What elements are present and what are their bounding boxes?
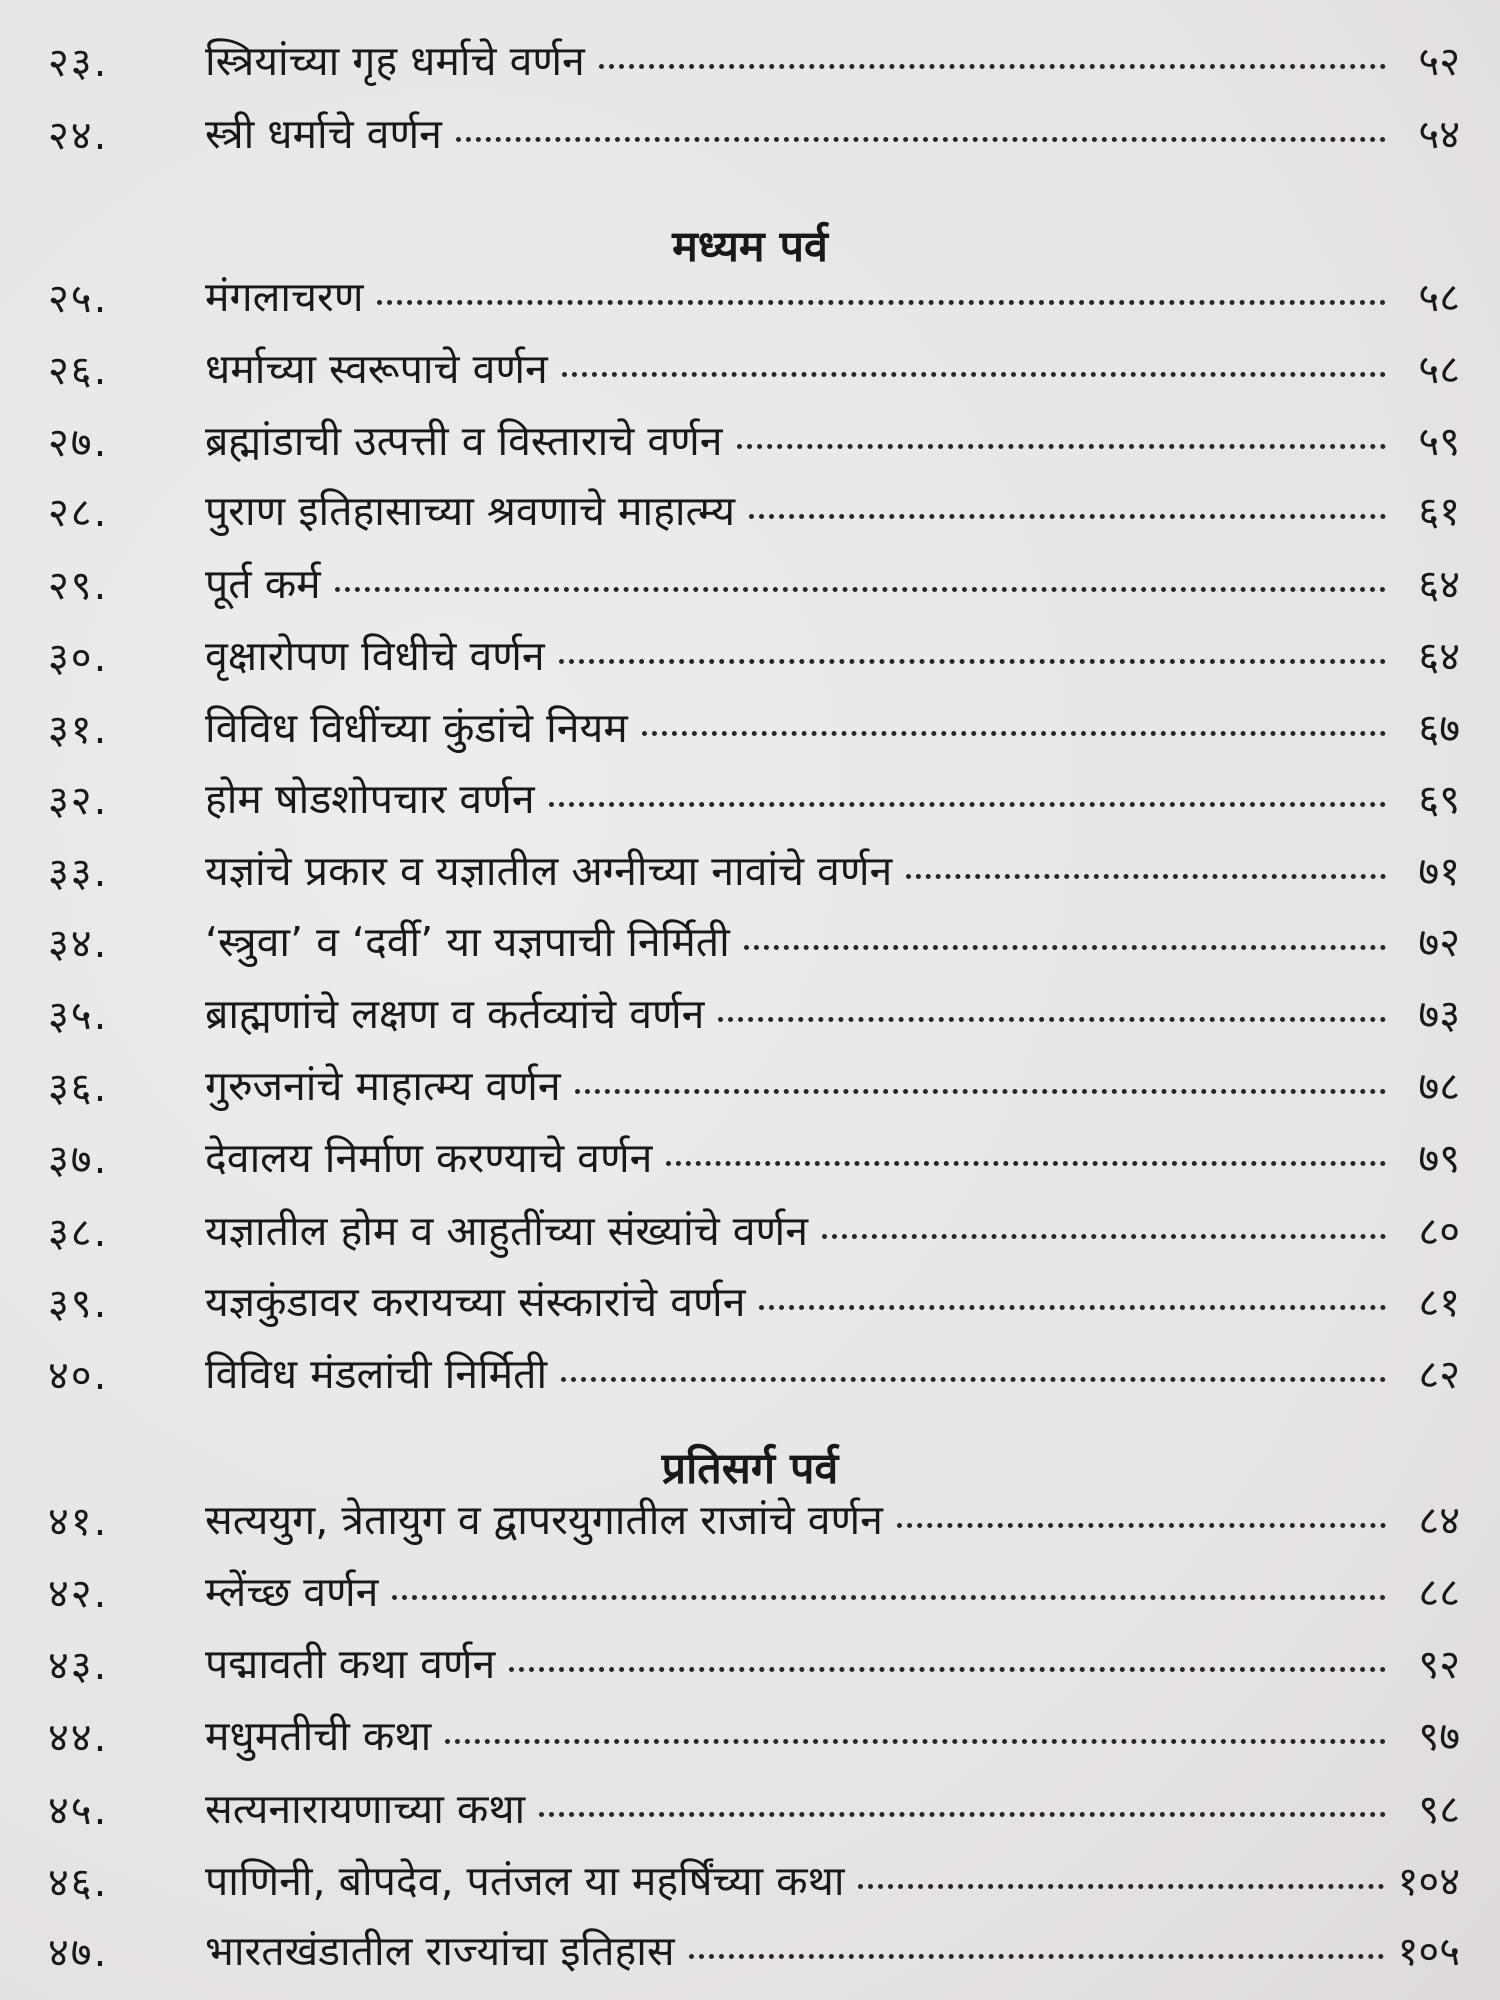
chapter-number: २३. <box>48 39 109 86</box>
chapter-title: यज्ञातील होम व आहुतींच्या संख्यांचे वर्णन <box>205 1207 808 1255</box>
chapter-title: भारतखंडातील राज्यांचा इतिहास <box>205 1927 675 1975</box>
toc-entry <box>0 408 1500 472</box>
entry-line <box>205 770 1460 826</box>
page-number: ९८ <box>1418 1787 1460 1833</box>
toc-entry <box>0 1053 1500 1117</box>
entry-line <box>205 1563 1460 1619</box>
dot-leader <box>539 1812 1386 1817</box>
chapter-number: २५. <box>48 275 109 322</box>
entry-line <box>205 1852 1460 1908</box>
toc-entry <box>0 1918 1500 1982</box>
entry-line <box>205 1780 1460 1836</box>
chapter-title: म्लेंच्छ वर्णन <box>205 1568 379 1616</box>
chapter-number: ३२. <box>48 777 109 824</box>
entry-line <box>205 1057 1460 1113</box>
dot-leader <box>666 1161 1386 1166</box>
toc-entry <box>0 1125 1500 1189</box>
dot-leader <box>509 1667 1386 1672</box>
page-number: ६४ <box>1418 634 1460 680</box>
dot-leader <box>456 137 1386 142</box>
entry-line <box>205 1635 1460 1691</box>
chapter-number: २६. <box>48 347 109 394</box>
toc-entry <box>0 1703 1500 1767</box>
page-number: ६७ <box>1418 706 1460 752</box>
chapter-number: ४१. <box>48 1498 109 1545</box>
toc-entry <box>0 1487 1500 1551</box>
chapter-number: २९. <box>48 562 109 609</box>
toc-entry <box>0 101 1500 165</box>
chapter-title: स्त्रियांच्या गृह धर्माचे वर्णन <box>205 37 585 85</box>
page-number: ५८ <box>1418 275 1460 321</box>
chapter-title: पाणिनी, बोपदेव, पतंजल या महर्षिंच्या कथा <box>205 1857 845 1905</box>
chapter-number: ३५. <box>48 992 109 1039</box>
toc-entry <box>0 838 1500 902</box>
dot-leader <box>575 1089 1386 1094</box>
section-heading: मध्यम पर्व <box>672 222 828 272</box>
entry-line <box>205 985 1460 1041</box>
toc-entry <box>0 336 1500 400</box>
chapter-title: मंगलाचरण <box>205 273 364 321</box>
dot-leader <box>559 659 1386 664</box>
dot-leader <box>718 1017 1386 1022</box>
page-number: ६१ <box>1418 489 1460 535</box>
chapter-number: ४२. <box>48 1570 109 1617</box>
section-heading: प्रतिसर्ग पर्व <box>661 1444 839 1494</box>
toc-entry <box>0 1776 1500 1840</box>
toc-entry <box>0 1848 1500 1912</box>
page-number: ७८ <box>1418 1064 1460 1110</box>
toc-entry <box>0 981 1500 1045</box>
dot-leader <box>561 1377 1386 1382</box>
dot-leader <box>737 444 1386 449</box>
page-number: ५४ <box>1418 112 1460 158</box>
dot-leader <box>392 1595 1386 1600</box>
entry-line <box>205 105 1460 161</box>
dot-leader <box>689 1954 1384 1959</box>
toc-entry <box>0 1631 1500 1695</box>
chapter-title: स्त्री धर्माचे वर्णन <box>205 110 442 158</box>
page-number: ५९ <box>1418 419 1460 465</box>
chapter-number: २४. <box>48 112 109 159</box>
dot-leader <box>377 300 1386 305</box>
chapter-title: पद्मावती कथा वर्णन <box>205 1640 496 1688</box>
entry-line <box>205 412 1460 468</box>
page-number: ८२ <box>1418 1352 1460 1398</box>
chapter-number: ३९. <box>48 1280 109 1327</box>
chapter-title: यज्ञांचे प्रकार व यज्ञातील अग्नीच्या नावांचे वर्णन <box>205 847 893 895</box>
chapter-number: ३०. <box>48 634 109 681</box>
dot-leader <box>445 1739 1386 1744</box>
chapter-title: विविध मंडलांची निर्मिती <box>205 1350 548 1398</box>
entry-line <box>205 1922 1460 1978</box>
chapter-number: ४०. <box>48 1352 109 1399</box>
chapter-number: २८. <box>48 489 109 536</box>
dot-leader <box>897 1523 1386 1528</box>
dot-leader <box>822 1234 1386 1239</box>
page-number: ८० <box>1418 1209 1460 1255</box>
dot-leader <box>335 587 1386 592</box>
dot-leader <box>759 1305 1386 1310</box>
chapter-title: विविध विधींच्या कुंडांचे नियम <box>205 704 628 752</box>
entry-line <box>205 627 1460 683</box>
chapter-title: होम षोडशोपचार वर्णन <box>205 775 535 823</box>
chapter-number: ४६. <box>48 1859 109 1906</box>
entry-line <box>205 1491 1460 1547</box>
chapter-number: ३८. <box>48 1209 109 1256</box>
entry-line <box>205 842 1460 898</box>
entry-line <box>205 913 1460 969</box>
entry-line <box>205 1129 1460 1185</box>
chapter-title: सत्यनारायणाच्या कथा <box>205 1785 526 1833</box>
chapter-number: ४५. <box>48 1787 109 1834</box>
entry-line <box>205 699 1460 755</box>
chapter-number: ३६. <box>48 1064 109 1111</box>
toc-entry <box>0 1198 1500 1262</box>
chapter-title: यज्ञकुंडावर करायच्या संस्कारांचे वर्णन <box>205 1278 746 1326</box>
entry-line <box>205 340 1460 396</box>
chapter-title: ब्राह्मणांचे लक्षण व कर्तव्यांचे वर्णन <box>205 990 705 1038</box>
toc-entry <box>0 695 1500 759</box>
chapter-number: ३४. <box>48 920 109 967</box>
dot-leader <box>749 514 1386 519</box>
chapter-number: ४७. <box>48 1929 109 1976</box>
toc-entry <box>0 1269 1500 1333</box>
dot-leader <box>549 802 1386 807</box>
entry-line <box>205 268 1460 324</box>
page-number: ६४ <box>1418 562 1460 608</box>
entry-line <box>205 1345 1460 1401</box>
page-number: ५२ <box>1418 39 1460 85</box>
chapter-number: ४३. <box>48 1642 109 1689</box>
page-number: ८४ <box>1418 1498 1460 1544</box>
chapter-title: पूर्त कर्म <box>205 560 321 608</box>
chapter-title: वृक्षारोपण विधीचे वर्णन <box>205 632 545 680</box>
toc-entry <box>0 551 1500 615</box>
page-number: ७१ <box>1418 849 1460 895</box>
toc-entry <box>0 478 1500 542</box>
chapter-title: धर्माच्या स्वरूपाचे वर्णन <box>205 345 548 393</box>
toc-entry <box>0 766 1500 830</box>
entry-line <box>205 1707 1460 1763</box>
entry-line <box>205 32 1460 88</box>
page-number: ७२ <box>1418 920 1460 966</box>
entry-line <box>205 482 1460 538</box>
page-number: १०५ <box>1397 1929 1460 1975</box>
dot-leader <box>858 1884 1383 1889</box>
entry-line <box>205 1273 1460 1329</box>
chapter-title: ‘स्त्रुवा’ व ‘दर्वी’ या यज्ञपाची निर्मिती <box>205 918 730 966</box>
dot-leader <box>562 372 1386 377</box>
dot-leader <box>599 64 1386 69</box>
chapter-title: सत्ययुग, त्रेतायुग व द्वापरयुगातील राजांचे वर्णन <box>205 1496 883 1544</box>
chapter-number: ३१. <box>48 706 109 753</box>
chapter-title: ब्रह्मांडाची उत्पत्ती व विस्ताराचे वर्णन <box>205 417 723 465</box>
page-number: ७३ <box>1418 992 1460 1038</box>
page-number: ९२ <box>1418 1642 1460 1688</box>
chapter-number: ३३. <box>48 849 109 896</box>
chapter-title: गुरुजनांचे माहात्म्य वर्णन <box>205 1062 561 1110</box>
toc-entry <box>0 1341 1500 1405</box>
page-number: ७९ <box>1418 1136 1460 1182</box>
toc-entry <box>0 28 1500 92</box>
toc-entry <box>0 623 1500 687</box>
entry-line <box>205 555 1460 611</box>
toc-entry <box>0 1559 1500 1623</box>
toc-entry <box>0 264 1500 328</box>
page-number: ८८ <box>1418 1570 1460 1616</box>
dot-leader <box>744 945 1386 950</box>
toc-entry <box>0 909 1500 973</box>
page-number: ६९ <box>1418 777 1460 823</box>
page-number: ५८ <box>1418 347 1460 393</box>
chapter-number: २७. <box>48 419 109 466</box>
chapter-number: ३७. <box>48 1136 109 1183</box>
chapter-title: मधुमतीची कथा <box>205 1712 432 1760</box>
page-number: ८१ <box>1418 1280 1460 1326</box>
page-number: ९७ <box>1418 1714 1460 1760</box>
chapter-title: पुराण इतिहासाच्या श्रवणाचे माहात्म्य <box>205 487 735 535</box>
chapter-number: ४४. <box>48 1714 109 1761</box>
entry-line <box>205 1202 1460 1258</box>
dot-leader <box>642 731 1386 736</box>
chapter-title: देवालय निर्माण करण्याचे वर्णन <box>205 1134 653 1182</box>
dot-leader <box>906 874 1386 879</box>
page-number: १०४ <box>1397 1859 1460 1905</box>
